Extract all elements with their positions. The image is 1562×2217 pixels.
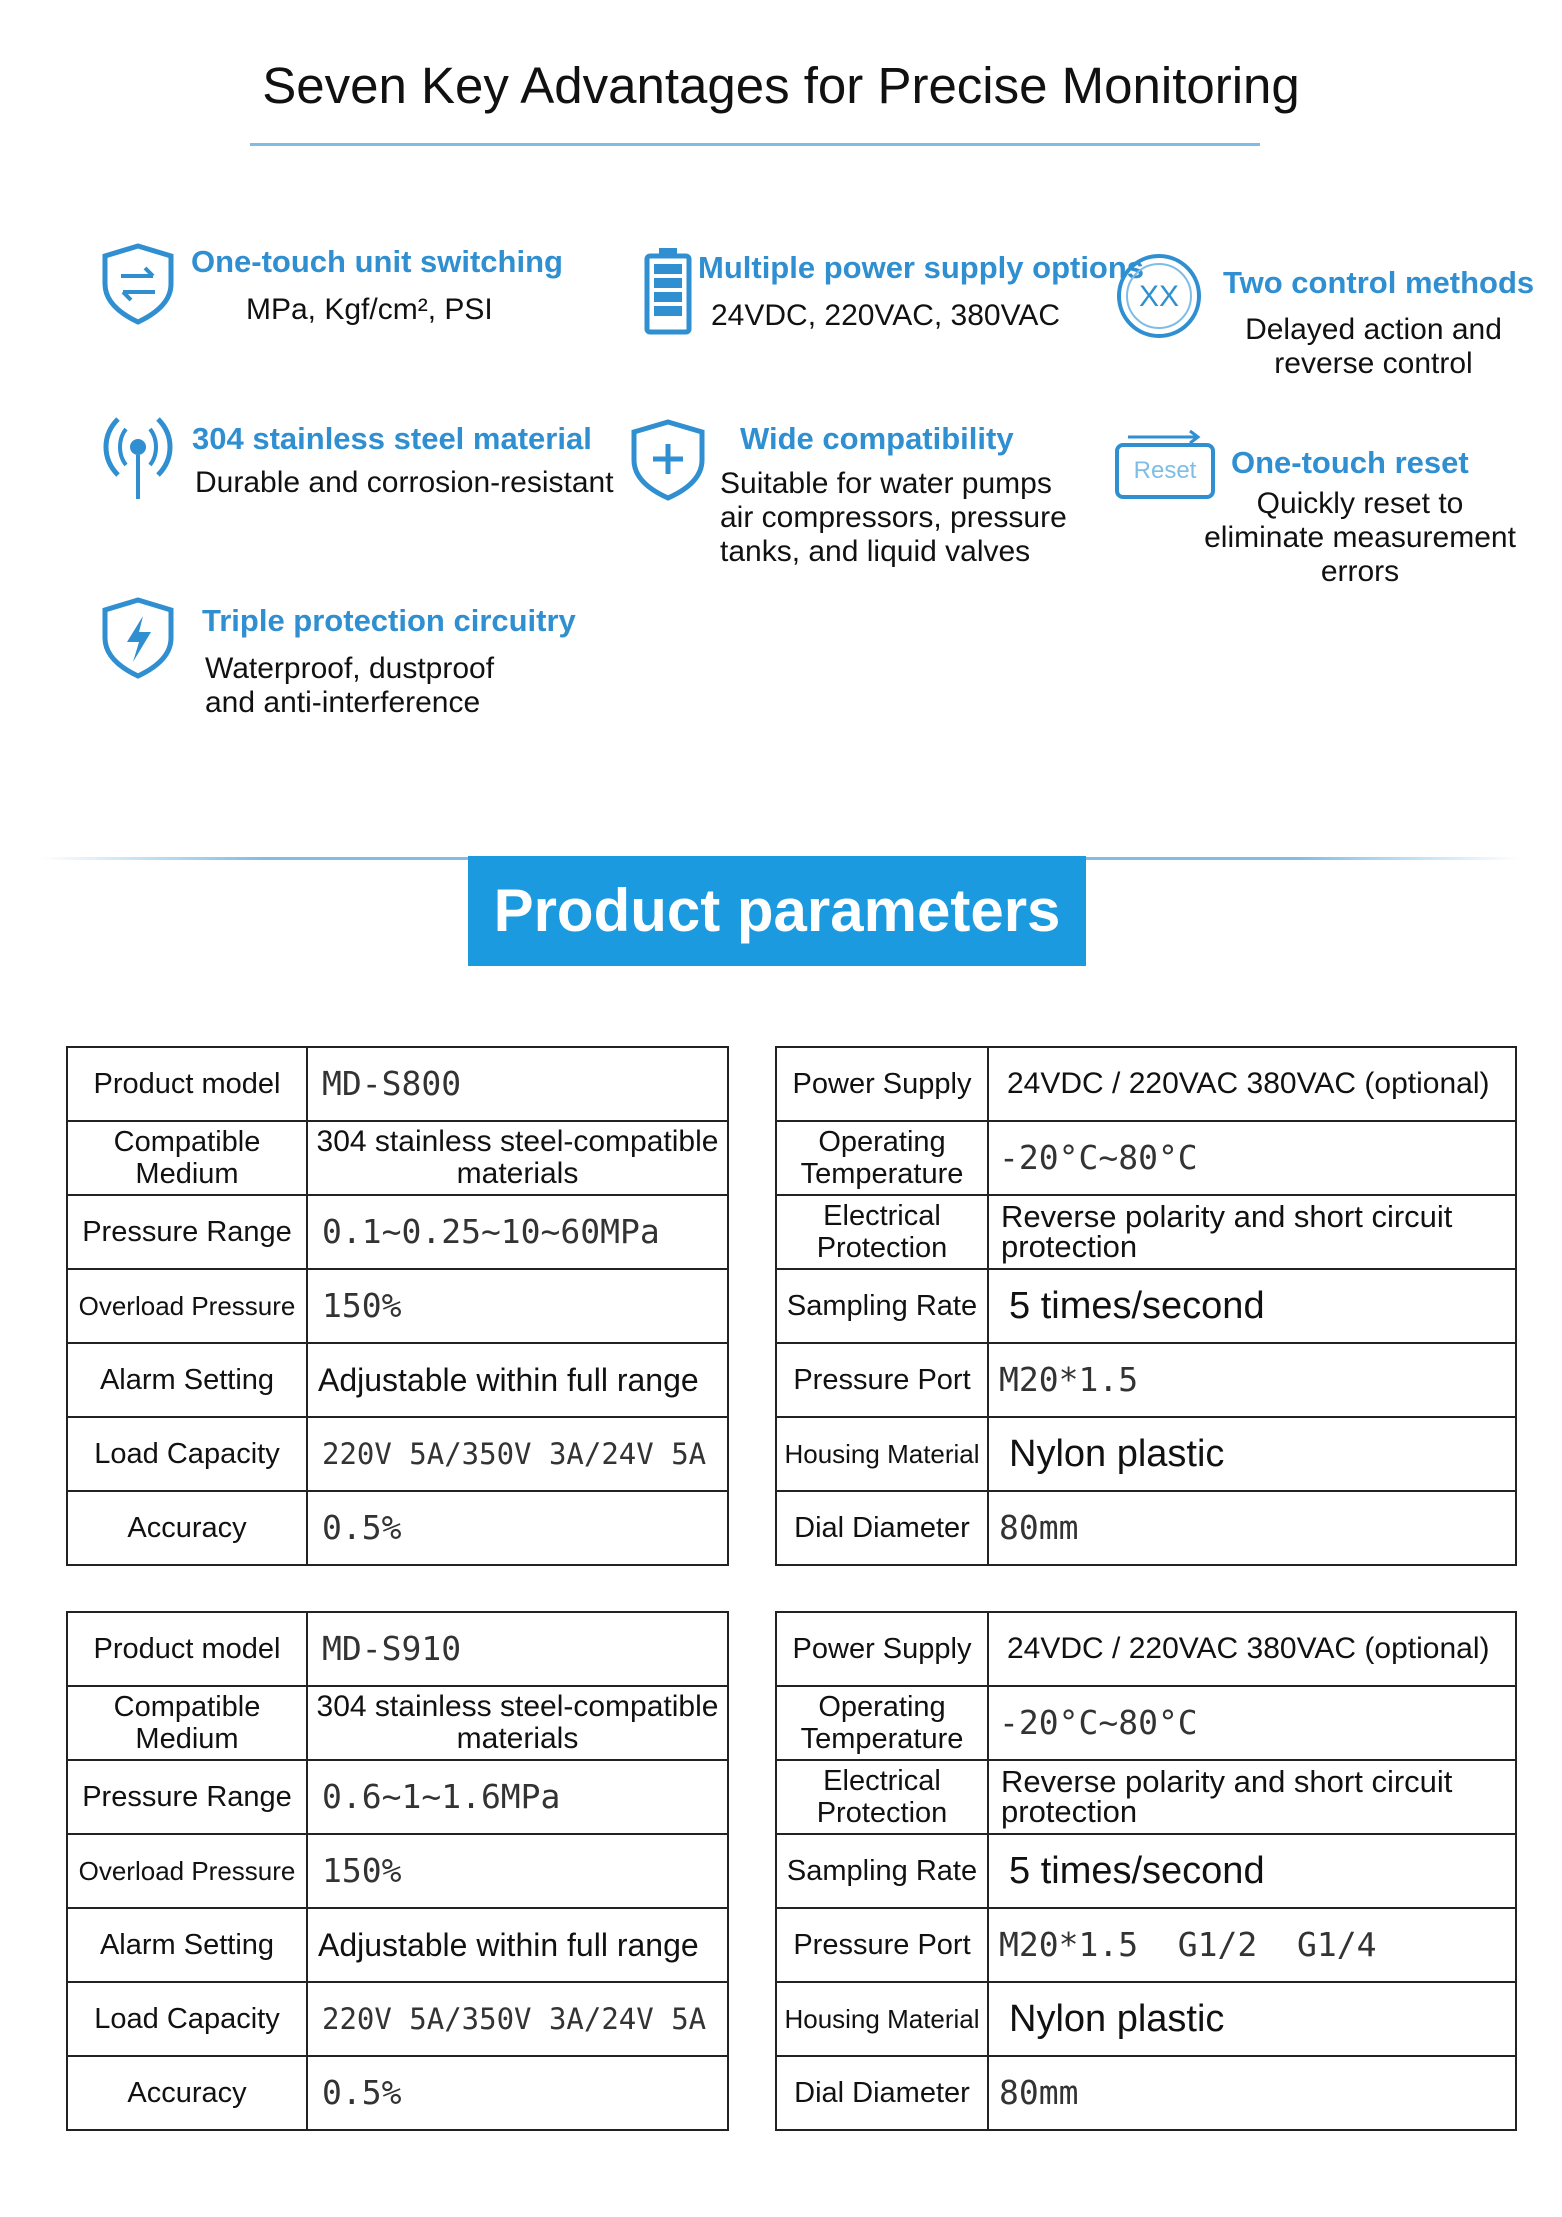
spec-label: Dial Diameter [776,1491,988,1565]
svg-text:XX: XX [1138,280,1180,313]
spec-label: Power Supply [776,1047,988,1121]
spec-label: Dial Diameter [776,2056,988,2130]
table-row [776,1047,1516,1121]
table-row [67,1612,728,1686]
plus-shield-icon [626,418,710,502]
spec-label: Overload Pressure [67,1269,307,1343]
spec-value: Adjustable within full range [307,1908,728,1982]
feature-desc-line: air compressors, pressure [720,501,1067,534]
feature-desc-line: reverse control [1274,347,1473,380]
spec-label: Sampling Rate [776,1834,988,1908]
feature-desc-line: Suitable for water pumps [720,467,1052,500]
spec-label: Sampling Rate [776,1269,988,1343]
signal-antenna-icon [90,407,186,503]
spec-label: Load Capacity [67,1982,307,2056]
spec-value: 5 times/second [988,1834,1516,1908]
spec-label: Power Supply [776,1612,988,1686]
unit-switch-shield-icon [95,240,181,326]
spec-value: 0.6~1~1.6MPa [307,1760,728,1834]
table-row [67,1195,728,1269]
feature-desc-line: Quickly reset to [1256,487,1464,520]
spec-label: Pressure Port [776,1908,988,1982]
spec-value: 220V 5A/350V 3A/24V 5A [307,1982,728,2056]
feature-title: One-touch reset [1231,445,1469,480]
xx-circle-icon [1114,251,1204,341]
spec-table-right [775,1046,1517,1566]
table-row [776,1612,1516,1686]
title-underline [250,143,1260,146]
table-row [67,1686,728,1760]
spec-value: M20*1.5 G1/2 G1/4 [988,1908,1516,1982]
table-row [67,1908,728,1982]
table-row [67,1269,728,1343]
spec-value: Adjustable within full range [307,1343,728,1417]
spec-label: Electrical Protection [776,1760,988,1834]
table-row [776,1760,1516,1834]
feature-title: 304 stainless steel material [192,421,592,456]
spec-value: 150% [307,1834,728,1908]
reset-icon-label: Reset [1133,457,1197,484]
table-row [67,1491,728,1565]
feature-desc-line: and anti-interference [205,686,481,719]
feature-desc: Durable and corrosion-resistant [195,466,614,499]
table-row [776,1908,1516,1982]
feature-desc-line: Delayed action and [1245,313,1502,346]
feature-desc: 24VDC, 220VAC, 380VAC [711,299,1061,332]
section-banner: Product parameters [493,877,1061,944]
table-row [776,1491,1516,1565]
spec-label: Electrical Protection [776,1195,988,1269]
spec-label: Compatible Medium [67,1686,307,1760]
spec-value: MD-S910 [307,1612,728,1686]
spec-value: M20*1.5 [988,1343,1516,1417]
table-row [67,1417,728,1491]
spec-label: Pressure Range [67,1760,307,1834]
feature-desc [1180,487,1540,589]
table-row [776,1269,1516,1343]
feature-desc [1226,313,1521,381]
spec-value: Nylon plastic [988,1982,1516,2056]
spec-value: 5 times/second [988,1269,1516,1343]
feature-desc-line: Waterproof, dustproof [205,652,495,685]
table-row [776,1417,1516,1491]
spec-table-left [66,1611,729,2131]
table-row [67,1343,728,1417]
spec-value: 24VDC / 220VAC 380VAC (optional) [988,1047,1516,1121]
spec-label: Accuracy [67,2056,307,2130]
feature-desc: MPa, Kgf/cm², PSI [246,293,493,326]
spec-value: 0.5% [307,1491,728,1565]
feature-title: Triple protection circuitry [202,603,576,638]
page-title: Seven Key Advantages for Precise Monitoring [262,57,1300,114]
spec-value: -20°C~80°C [988,1121,1516,1195]
feature-desc [205,652,494,720]
spec-label: Operating Temperature [776,1686,988,1760]
table-row [776,1686,1516,1760]
spec-value: MD-S800 [307,1047,728,1121]
spec-label: Alarm Setting [67,1908,307,1982]
spec-table-right [775,1611,1517,2131]
spec-label: Operating Temperature [776,1121,988,1195]
feature-title: Multiple power supply options [698,250,1145,285]
lightning-shield-icon [95,594,181,680]
table-row [776,1343,1516,1417]
spec-value: 150% [307,1269,728,1343]
spec-value: 80mm [988,2056,1516,2130]
table-row [67,2056,728,2130]
spec-label: Compatible Medium [67,1121,307,1195]
spec-table-left [66,1046,729,1566]
feature-desc-line: errors [1320,555,1400,588]
table-row [776,2056,1516,2130]
feature-desc-line: eliminate measurement [1204,521,1516,554]
spec-label: Overload Pressure [67,1834,307,1908]
spec-value: 80mm [988,1491,1516,1565]
spec-label: Housing Material [776,1417,988,1491]
feature-title: One-touch unit switching [191,244,563,279]
feature-title: Wide compatibility [740,421,1014,456]
table-row [67,1982,728,2056]
spec-value: Reverse polarity and short circuit protection [988,1760,1516,1834]
table-row [67,1121,728,1195]
table-row [776,1195,1516,1269]
spec-label: Product model [67,1612,307,1686]
table-row [67,1834,728,1908]
table-row [67,1760,728,1834]
spec-value: 0.1~0.25~10~60MPa [307,1195,728,1269]
table-row [776,1982,1516,2056]
feature-title: Two control methods [1223,265,1535,300]
spec-label: Accuracy [67,1491,307,1565]
spec-value: 24VDC / 220VAC 380VAC (optional) [988,1612,1516,1686]
spec-value: Reverse polarity and short circuit protection [988,1195,1516,1269]
spec-label: Housing Material [776,1982,988,2056]
spec-label: Alarm Setting [67,1343,307,1417]
spec-label: Load Capacity [67,1417,307,1491]
spec-value: Nylon plastic [988,1417,1516,1491]
spec-value: 304 stainless steel-compatible materials [307,1686,728,1760]
table-row [776,1834,1516,1908]
spec-value: 0.5% [307,2056,728,2130]
spec-label: Pressure Port [776,1343,988,1417]
spec-label: Product model [67,1047,307,1121]
table-row [776,1121,1516,1195]
spec-value: 220V 5A/350V 3A/24V 5A [307,1417,728,1491]
battery-icon [643,246,693,336]
table-row [67,1047,728,1121]
spec-label: Pressure Range [67,1195,307,1269]
feature-desc-line: tanks, and liquid valves [720,535,1031,568]
feature-desc [720,467,1067,569]
spec-value: 304 stainless steel-compatible materials [307,1121,728,1195]
spec-value: -20°C~80°C [988,1686,1516,1760]
